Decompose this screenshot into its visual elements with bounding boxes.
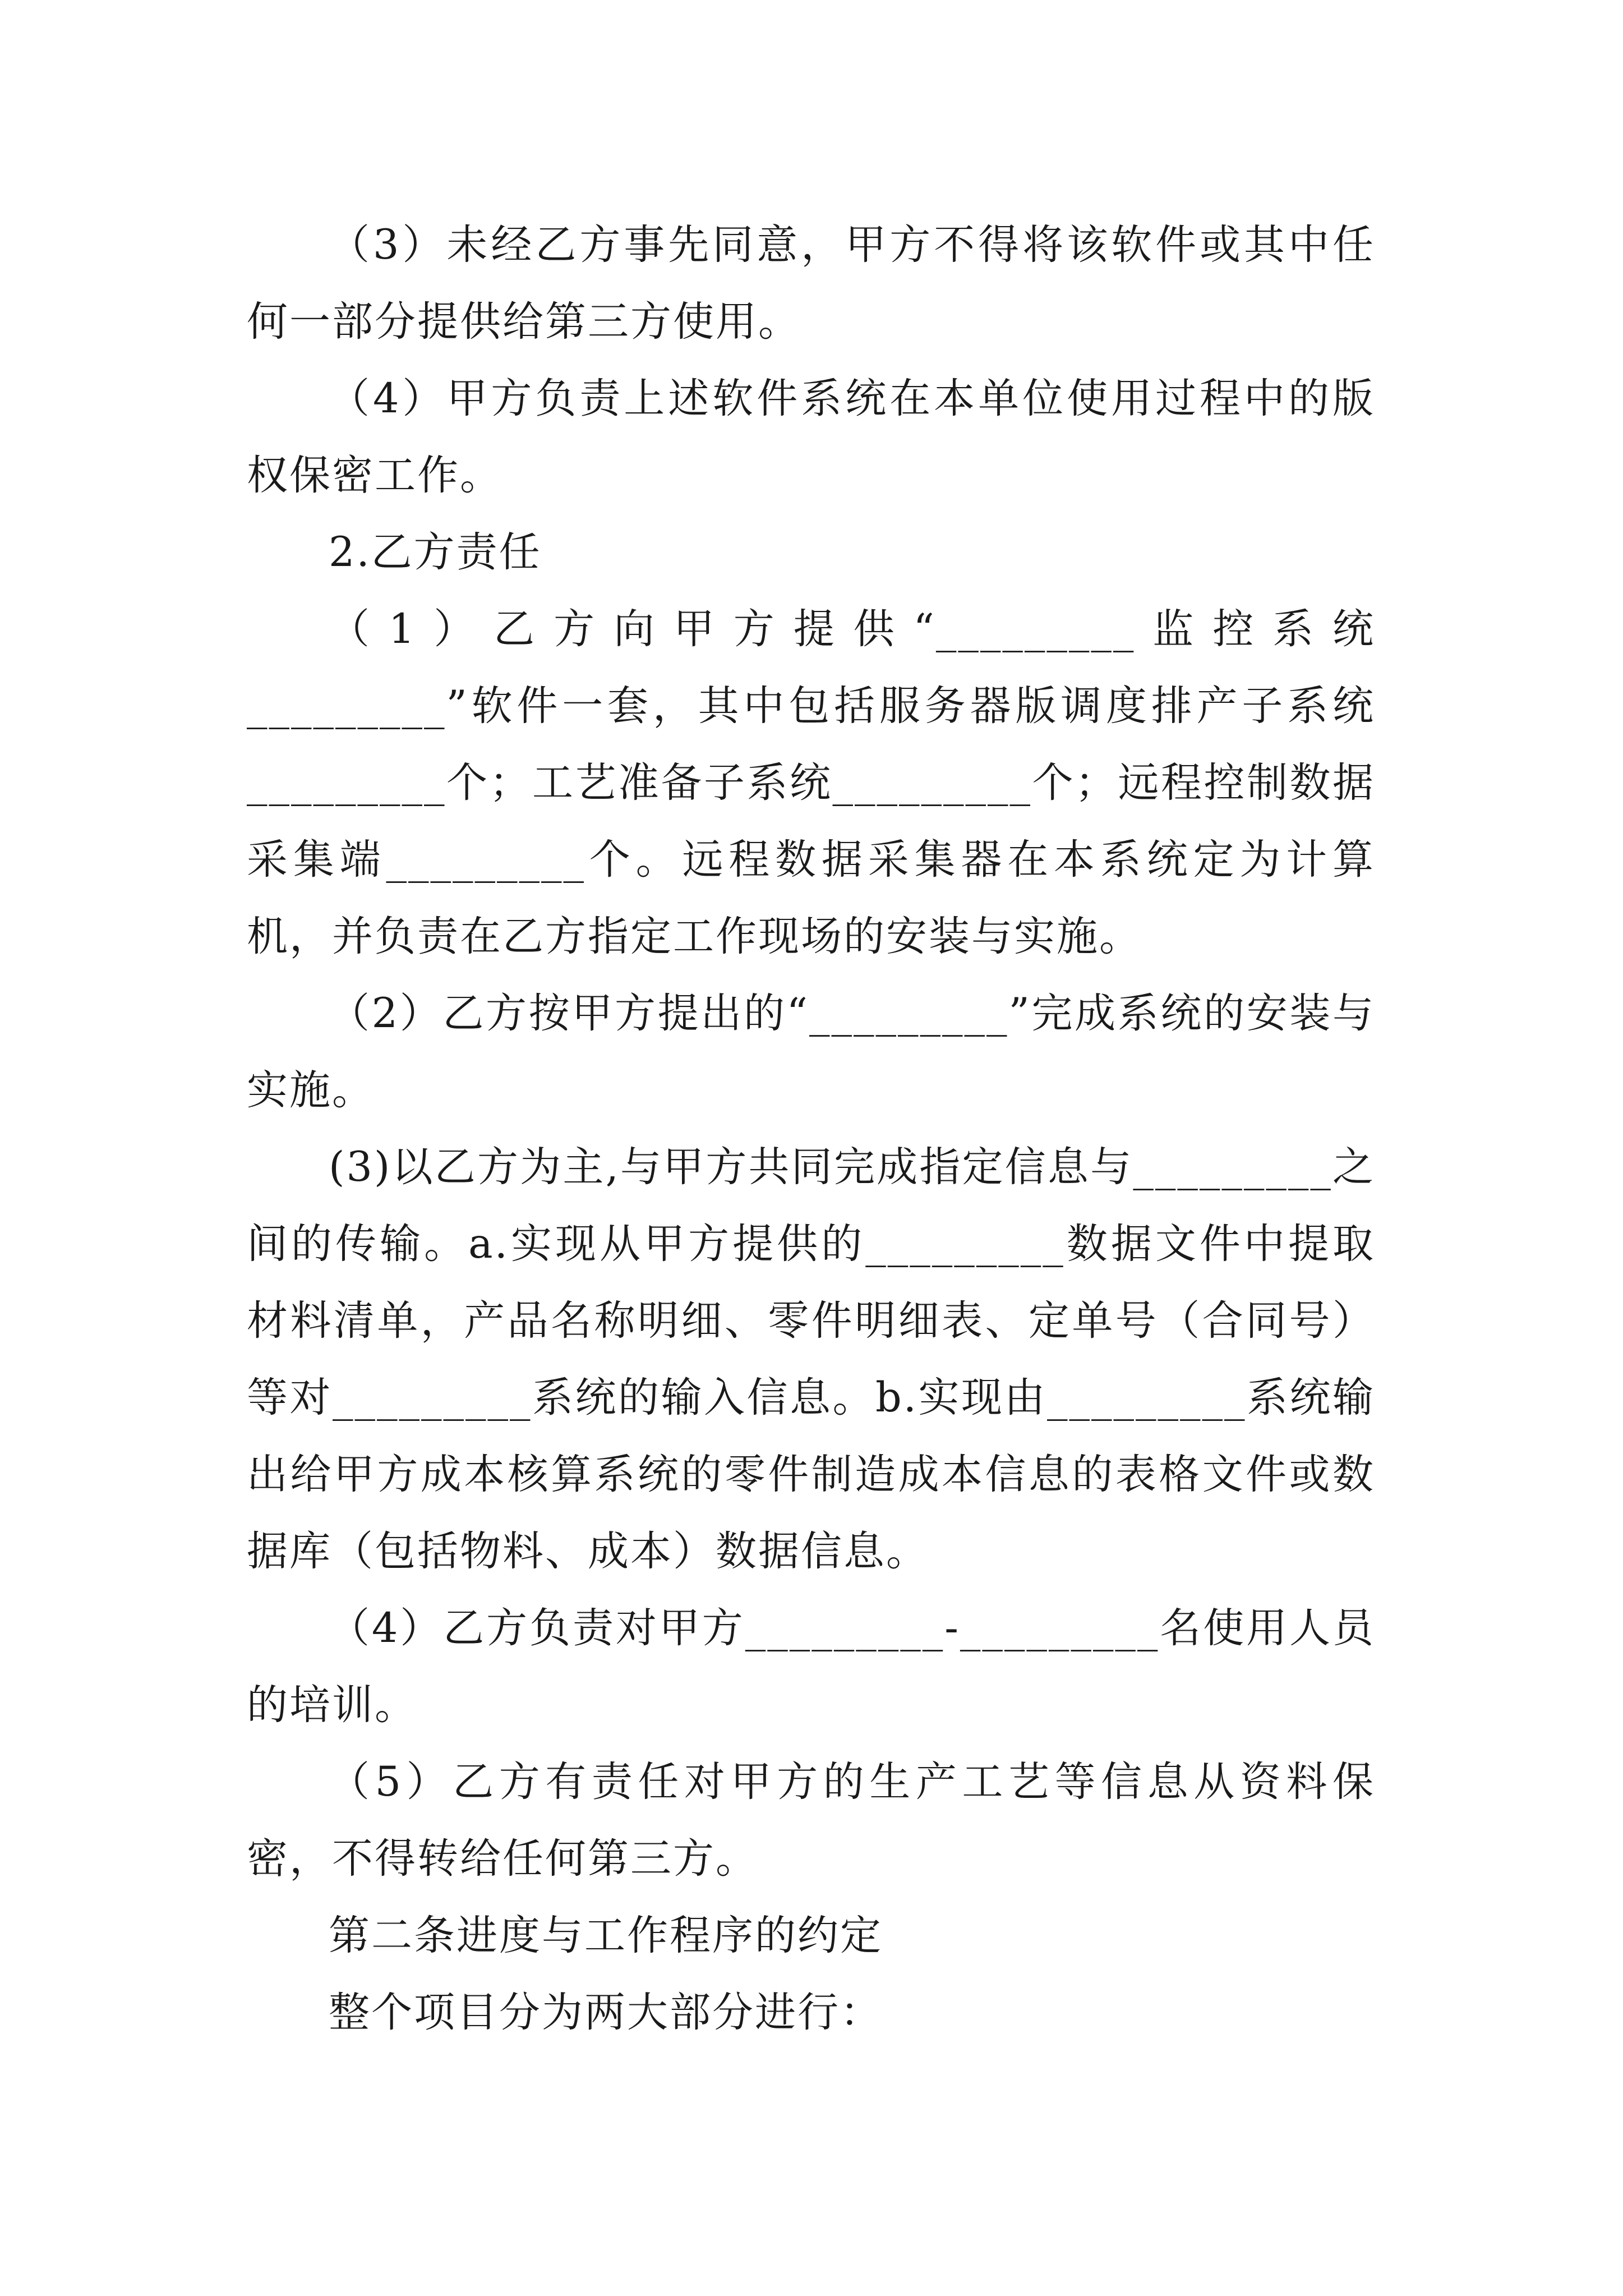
- fill-in-blank: _________: [832, 759, 1032, 807]
- paragraph: [247, 1743, 1375, 1897]
- text-segment: ”软件一套，其中包括服务器版调度排产子系统: [446, 682, 1375, 730]
- paragraph: [247, 1129, 1375, 1590]
- fill-in-blank: _________: [247, 682, 446, 730]
- text-segment: 名使用人员的培训。: [247, 1604, 1375, 1729]
- text-segment: 系统输出给甲方成本核算系统的零件制造成本信息的表格文件或数据库（包括物料、成本）数据信息。: [247, 1374, 1376, 1575]
- text-segment: 监控系统: [1135, 605, 1376, 653]
- paragraph: [247, 975, 1375, 1129]
- text-segment: 2.乙方责任: [329, 528, 542, 576]
- text-segment: （1）乙方向甲方提供“: [329, 605, 936, 653]
- text-segment: （3）未经乙方事先同意，甲方不得将该软件或其中任何一部分提供给第三方使用。: [247, 221, 1375, 346]
- text-segment: （5）乙方有责任对甲方的生产工艺等信息从资料保密，不得转给任何第三方。: [247, 1758, 1375, 1883]
- document-body: [247, 206, 1375, 2051]
- paragraph: [247, 1590, 1375, 1743]
- text-segment: （4）乙方负责对甲方: [329, 1604, 745, 1652]
- fill-in-blank: _________: [935, 605, 1136, 653]
- paragraph: [247, 360, 1375, 514]
- fill-in-blank: _________: [865, 1220, 1065, 1268]
- text-segment: 整个项目分为两大部分进行：: [329, 1989, 883, 2036]
- text-segment: 系统的输入信息。b.实现由: [532, 1374, 1047, 1421]
- fill-in-blank: _________: [960, 1604, 1160, 1652]
- fill-in-blank: _________: [247, 759, 446, 807]
- text-segment: 数据文件中提取材料清单，产品名称明细、零件明细表、定单号（合同号）等对: [247, 1220, 1376, 1421]
- text-segment: 个。远程数据采集器在本系统定为计算机，并负责在乙方指定工作现场的安装与实施。: [247, 836, 1376, 960]
- text-segment: （4）甲方负责上述软件系统在本单位使用过程中的版权保密工作。: [247, 375, 1375, 499]
- paragraph: [247, 1974, 1375, 2051]
- paragraph: [247, 591, 1375, 975]
- paragraph: [247, 514, 1375, 591]
- paragraph: [247, 1897, 1375, 1974]
- text-segment: ”完成系统的安装与实施。: [247, 990, 1375, 1114]
- text-segment: （2）乙方按甲方提出的“: [329, 990, 809, 1037]
- text-segment: 之间的传输。a.实现从甲方提供的: [247, 1143, 1376, 1268]
- fill-in-blank: _________: [745, 1604, 945, 1652]
- text-segment: 第二条进度与工作程序的约定: [329, 1912, 883, 1959]
- text-segment: -: [944, 1604, 960, 1652]
- fill-in-blank: _________: [386, 836, 585, 884]
- fill-in-blank: _________: [1047, 1374, 1247, 1421]
- paragraph: [247, 206, 1375, 360]
- fill-in-blank: _________: [1133, 1143, 1332, 1191]
- fill-in-blank: _________: [809, 990, 1009, 1037]
- text-segment: (3)以乙方为主,与甲方共同完成指定信息与: [329, 1143, 1133, 1191]
- fill-in-blank: _________: [333, 1374, 532, 1421]
- text-segment: 个；远程控制数据采集端: [247, 759, 1375, 884]
- text-segment: 个；工艺准备子系统: [446, 759, 833, 807]
